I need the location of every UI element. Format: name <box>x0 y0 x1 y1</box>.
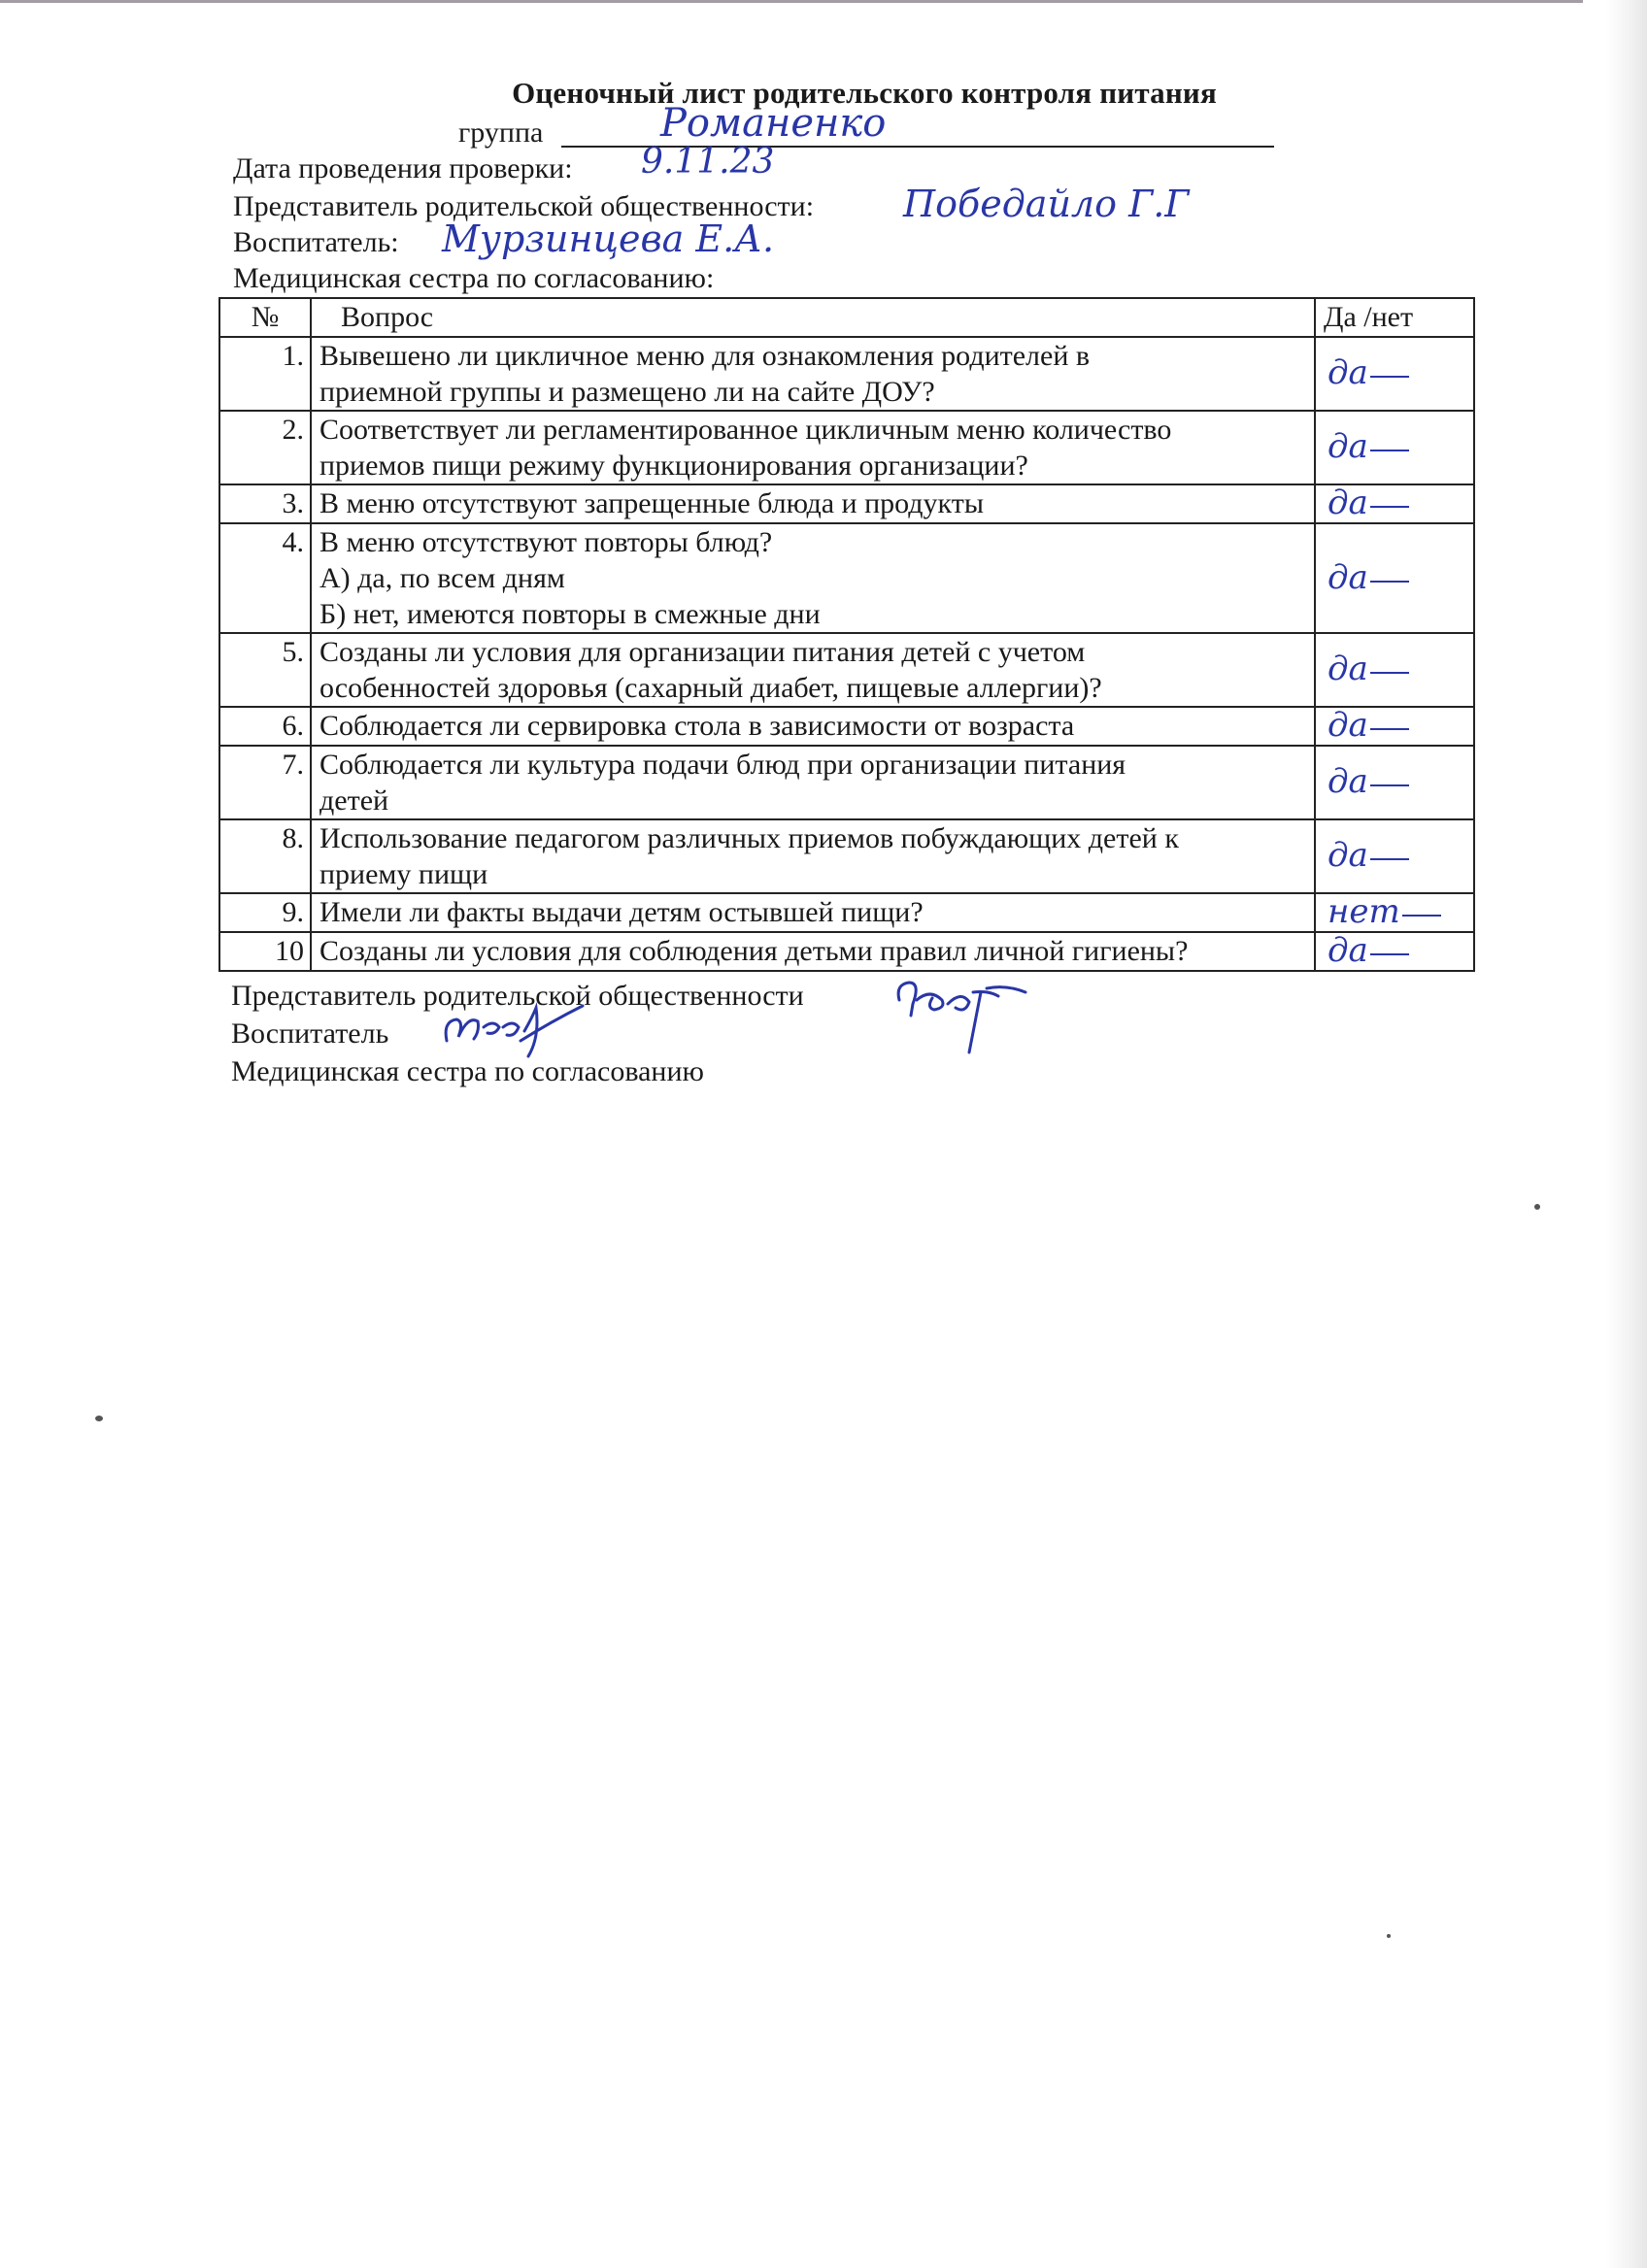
dust-speck <box>1534 1204 1540 1210</box>
row-answer <box>1315 523 1474 633</box>
row-question <box>311 523 1315 633</box>
date-value: 9.11.23 <box>641 142 775 182</box>
group-value: Романенко <box>660 101 887 146</box>
question-line: особенностей здоровья (сахарный диабет, пищевые аллергии)? <box>319 672 1102 704</box>
question-line: В меню отсутствуют запрещенные блюда и продукты <box>319 487 984 519</box>
row-question <box>311 707 1315 746</box>
question-line: детей <box>319 784 389 817</box>
answer-stroke <box>1370 728 1409 730</box>
row-number: 5. <box>219 633 311 707</box>
row-answer <box>1315 819 1474 893</box>
question-line: В меню отсутствуют повторы блюд? <box>319 526 773 558</box>
question-line: Вывешено ли цикличное меню для ознакомления родителей в <box>319 340 1091 372</box>
answer-stroke <box>1370 953 1409 955</box>
row-number: 3. <box>219 484 311 523</box>
row-question <box>311 819 1315 893</box>
answer-handwritten: да <box>1328 706 1368 745</box>
row-answer <box>1315 932 1474 971</box>
sig-parent-rep-label: Представитель родительской общественности <box>231 980 804 1012</box>
row-question <box>311 337 1315 411</box>
teacher-label: Воспитатель: <box>233 226 399 258</box>
row-number: 2. <box>219 411 311 484</box>
question-line: Использование педагогом различных приемов побуждающих детей к <box>319 822 1179 854</box>
dust-speck <box>95 1416 103 1421</box>
row-number: 9. <box>219 893 311 932</box>
answer-handwritten: да <box>1328 484 1368 522</box>
sig-nurse-label: Медицинская сестра по согласованию <box>231 1055 704 1087</box>
row-number: 1. <box>219 337 311 411</box>
table-row <box>219 932 1474 971</box>
table-row <box>219 484 1474 523</box>
row-answer <box>1315 633 1474 707</box>
sig-teacher-label: Воспитатель <box>231 1017 389 1050</box>
date-label: Дата проведения проверки: <box>233 152 573 184</box>
table-row <box>219 523 1474 633</box>
dust-speck <box>1387 1934 1391 1938</box>
row-answer <box>1315 484 1474 523</box>
table-row <box>219 819 1474 893</box>
answer-handwritten: да <box>1328 762 1368 801</box>
table-row <box>219 893 1474 932</box>
answer-handwritten: да <box>1328 931 1368 970</box>
parent-rep-signature <box>891 971 1037 1056</box>
question-line: приемной группы и размещено ли на сайте ДОУ? <box>319 376 935 408</box>
question-line: Соблюдается ли культура подачи блюд при организации питания <box>319 749 1126 781</box>
row-number: 10 <box>219 932 311 971</box>
table-row <box>219 746 1474 819</box>
row-number: 4. <box>219 523 311 633</box>
question-line: Имели ли факты выдачи детям остывшей пищи? <box>319 896 924 928</box>
question-line: Соблюдается ли сервировка стола в зависимости от возраста <box>319 710 1075 742</box>
question-line: Соответствует ли регламентированное цикличным меню количество <box>319 414 1172 446</box>
answer-stroke <box>1370 376 1409 378</box>
row-question <box>311 932 1315 971</box>
table-row <box>219 337 1474 411</box>
row-question <box>311 484 1315 523</box>
scan-edge-right <box>1606 0 1647 2268</box>
answer-handwritten: да <box>1328 836 1368 875</box>
nurse-label: Медицинская сестра по согласованию: <box>233 262 715 294</box>
header-question: Вопрос <box>311 298 1315 337</box>
answer-stroke <box>1370 450 1409 451</box>
row-number: 7. <box>219 746 311 819</box>
row-number: 6. <box>219 707 311 746</box>
answer-handwritten: да <box>1328 557 1368 597</box>
group-label: группа <box>458 117 544 149</box>
answer-handwritten: да <box>1328 650 1368 688</box>
row-answer <box>1315 746 1474 819</box>
table-row <box>219 411 1474 484</box>
row-answer <box>1315 893 1474 932</box>
row-answer <box>1315 707 1474 746</box>
question-line: приему пищи <box>319 858 488 890</box>
row-question <box>311 633 1315 707</box>
parent-rep-value: Победайло Г.Г <box>903 183 1190 225</box>
row-answer <box>1315 411 1474 484</box>
answer-stroke <box>1370 672 1409 674</box>
row-number: 8. <box>219 819 311 893</box>
question-line: А) да, по всем дням <box>319 562 565 594</box>
question-line: Созданы ли условия для соблюдения детьми правил личной гигиены? <box>319 935 1189 967</box>
answer-stroke <box>1370 784 1409 786</box>
row-question <box>311 893 1315 932</box>
question-line: Б) нет, имеются повторы в смежные дни <box>319 598 821 630</box>
table-row <box>219 707 1474 746</box>
answer-handwritten: нет <box>1328 892 1400 931</box>
teacher-value: Мурзинцева Е.А. <box>442 217 775 260</box>
teacher-signature <box>435 998 590 1062</box>
answer-stroke <box>1370 581 1409 583</box>
header-num: № <box>219 298 311 337</box>
answer-stroke <box>1402 915 1441 917</box>
answer-stroke <box>1370 506 1409 508</box>
answer-handwritten: да <box>1328 427 1368 466</box>
answer-stroke <box>1370 858 1409 860</box>
question-line: Созданы ли условия для организации питания детей с учетом <box>319 636 1086 668</box>
row-question <box>311 411 1315 484</box>
document-title: Оценочный лист родительского контроля питания <box>512 76 1217 110</box>
control-table <box>218 297 1475 972</box>
header-answer: Да /нет <box>1315 298 1474 337</box>
parent-rep-label: Представитель родительской общественности: <box>233 190 815 222</box>
row-answer <box>1315 337 1474 411</box>
table-row <box>219 633 1474 707</box>
scan-edge-top <box>0 0 1583 3</box>
answer-handwritten: да <box>1328 353 1368 392</box>
table-header-row <box>219 298 1474 337</box>
question-line: приемов пищи режиму функционирования организации? <box>319 450 1028 482</box>
row-question <box>311 746 1315 819</box>
